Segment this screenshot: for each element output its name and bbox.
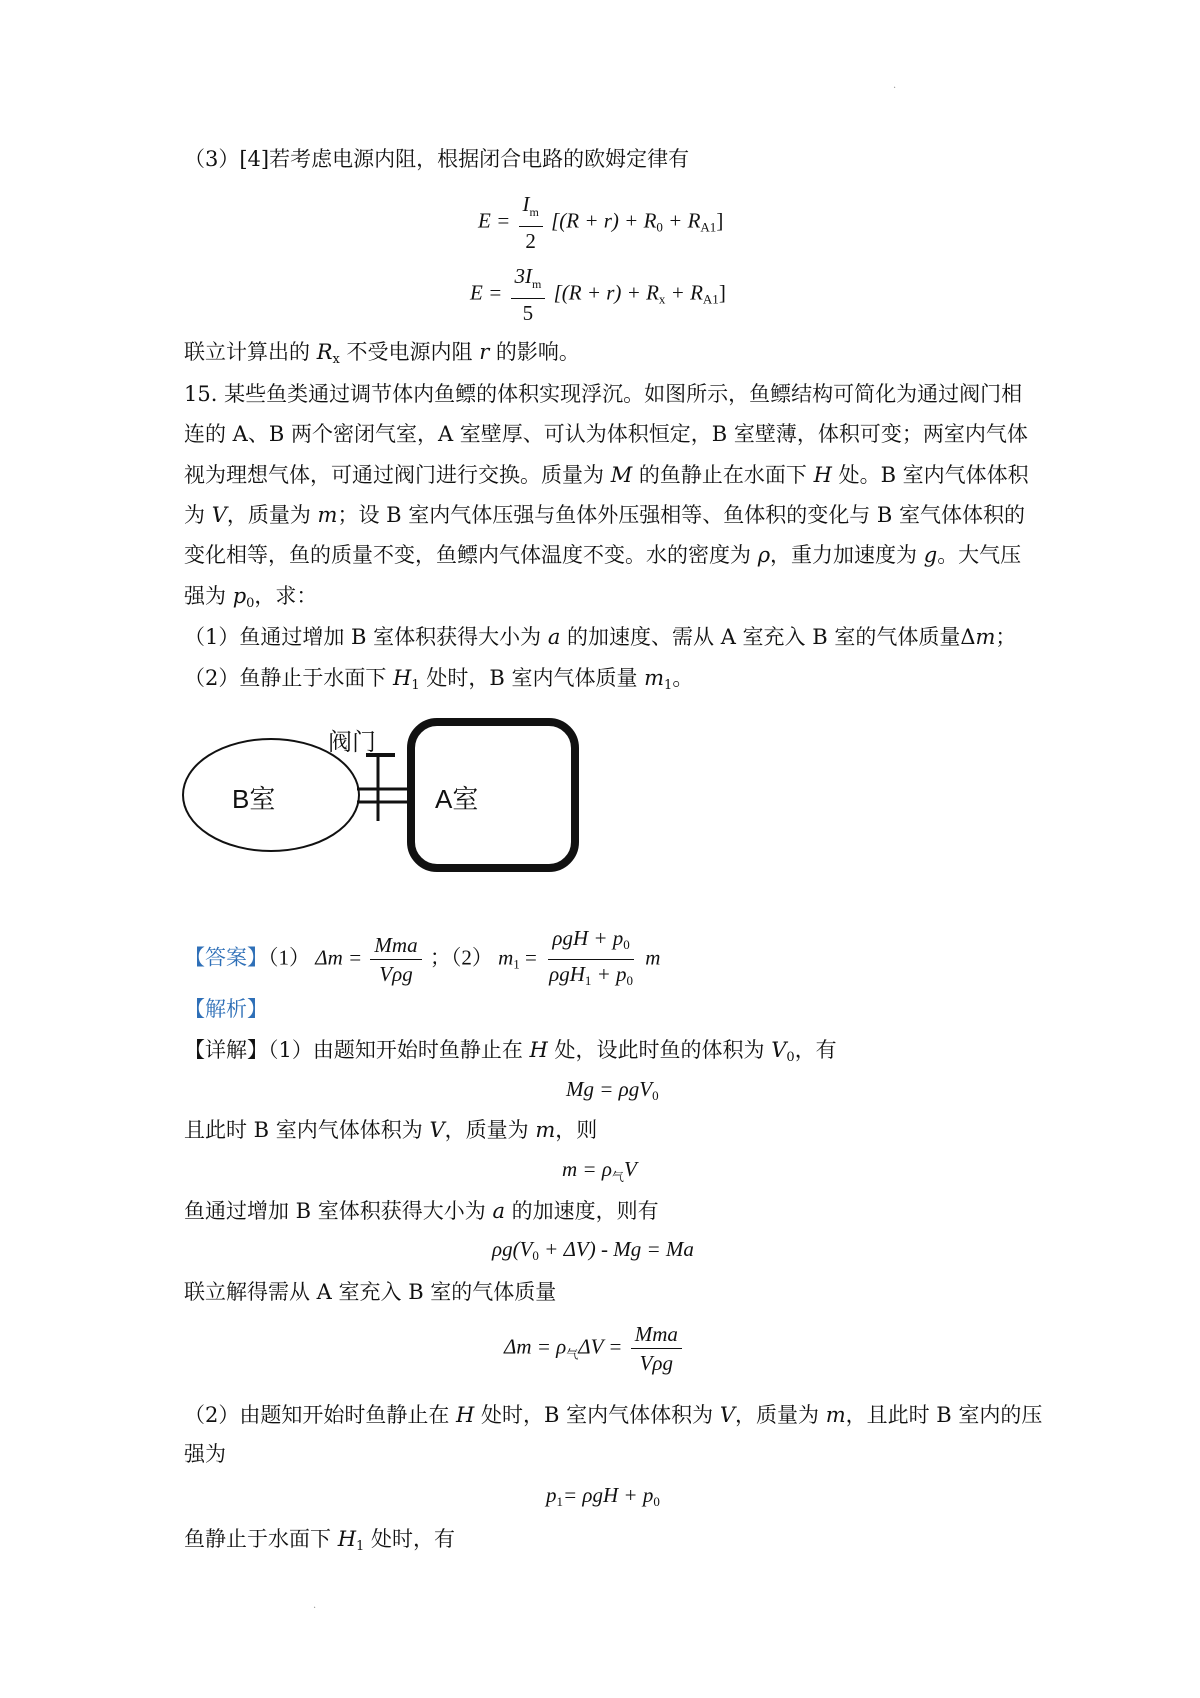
answer-tag: 【答案】 — [184, 945, 268, 970]
bottom-mark: . — [313, 1600, 317, 1611]
problem-line-1: 15. 某些鱼类通过调节体内鱼鳔的体积实现浮沉。如图所示，鱼鳔结构可简化为通过阀门相 — [184, 382, 1023, 406]
answer-line: 【答案】（1） Δm = $\frac{\text{Mma}}{\text{Vρg}}$ ；（2） $m_1$ = $\frac{\rho gH + p_0}{\rho gH_1 + p_0}$ m — [184, 926, 660, 993]
a-chamber-label: A室 — [435, 784, 479, 814]
detail-line-6: 强为 — [184, 1442, 226, 1466]
problem-line-4: 为 V，质量为 m；设 B 室内气体压强与鱼体外压强相等、鱼体积的变化与 B 室气体体积的 — [184, 503, 1026, 527]
equation-b: $m = \rho_气V$ — [562, 1157, 637, 1184]
swim-bladder-diagram — [180, 705, 600, 885]
detail-line-4: 联立解得需从 A 室充入 B 室的气体质量 — [184, 1280, 557, 1304]
answer-fraction-1: $\frac{\text{Mma}}{\text{Vρg}}$ — [370, 933, 421, 986]
equation-d: $\Delta m = \rho_气\Delta V$ = $\frac{\text{Mma}}{\text{Vρg}}$ — [504, 1322, 685, 1375]
eq2-lhs: E = — [470, 280, 503, 305]
detail-line-2: 且此时 B 室内气体体积为 V，质量为 m，则 — [184, 1118, 598, 1142]
part3-intro: （3）[4]若考虑电源内阻，根据闭合电路的欧姆定律有 — [184, 147, 690, 171]
problem-line-3: 视为理想气体，可通过阀门进行交换。质量为 M 的鱼静止在水面下 H 处。B 室内气体体积 — [184, 463, 1029, 487]
analysis-tag: 【解析】 — [184, 997, 268, 1021]
eq1-lhs: E = — [478, 208, 511, 233]
problem-line-6: 强为 $p_0$，求： — [184, 584, 318, 611]
question-2: （2）鱼静止于水面下 $H_1$ 处时，B 室内气体质量 $m_1$。 — [184, 666, 694, 693]
eq2-fraction: $\frac{3I_m}{5}$ — [511, 264, 546, 325]
top-mark: . — [893, 80, 897, 91]
detail-line-1: 【详解】（1）由题知开始时鱼静止在 H 处，设此时鱼的体积为 $V_0$，有 — [184, 1038, 837, 1065]
equation-1: E = $\frac{I_m}{2}$ $[(R + r) + R_0 + R_{A1}]$ — [478, 192, 724, 253]
b-chamber-label: B室 — [232, 784, 276, 814]
equation-e: $p_1= \rho gH + p_0$ — [546, 1483, 660, 1509]
equation-c: $\rho g(V_0 + \Delta V) - Mg = Ma$ — [492, 1237, 694, 1263]
eq1-fraction: $\frac{I_m}{2}$ — [519, 192, 543, 253]
detail-line-3: 鱼通过增加 B 室体积获得大小为 a 的加速度，则有 — [184, 1199, 659, 1223]
problem-line-5: 变化相等，鱼的质量不变，鱼鳔内气体温度不变。水的密度为 ρ，重力加速度为 g。大气压 — [184, 543, 1022, 567]
problem-line-2: 连的 A、B 两个密闭气室，A 室壁厚、可认为体积恒定，B 室壁薄，体积可变；两室内气体 — [184, 422, 1028, 446]
equation-d-fraction: $\frac{\text{Mma}}{\text{Vρg}}$ — [631, 1322, 682, 1375]
detail-line-7: 鱼静止于水面下 $H_1$ 处时，有 — [184, 1527, 455, 1554]
valve-label: 阀门 — [328, 729, 376, 756]
question-1: （1）鱼通过增加 B 室体积获得大小为 a 的加速度、需从 A 室充入 B 室的气体质量Δm； — [184, 625, 1017, 649]
equation-a: Mg = ρgV$_0$ — [566, 1077, 659, 1103]
conclusion-line: 联立计算出的 $R_x$ 不受电源内阻 r 的影响。 — [184, 340, 580, 367]
equation-2: E = $\frac{3I_m}{5}$ $[(R + r) + R_x + R_{A1}]$ — [470, 264, 726, 325]
answer-fraction-2: $\frac{\rho gH + p_0}{\rho gH_1 + p_0}$ — [549, 926, 634, 988]
detail-line-5: （2）由题知开始时鱼静止在 H 处时，B 室内气体体积为 V，质量为 m，且此时 B 室内的压 — [184, 1403, 1043, 1427]
